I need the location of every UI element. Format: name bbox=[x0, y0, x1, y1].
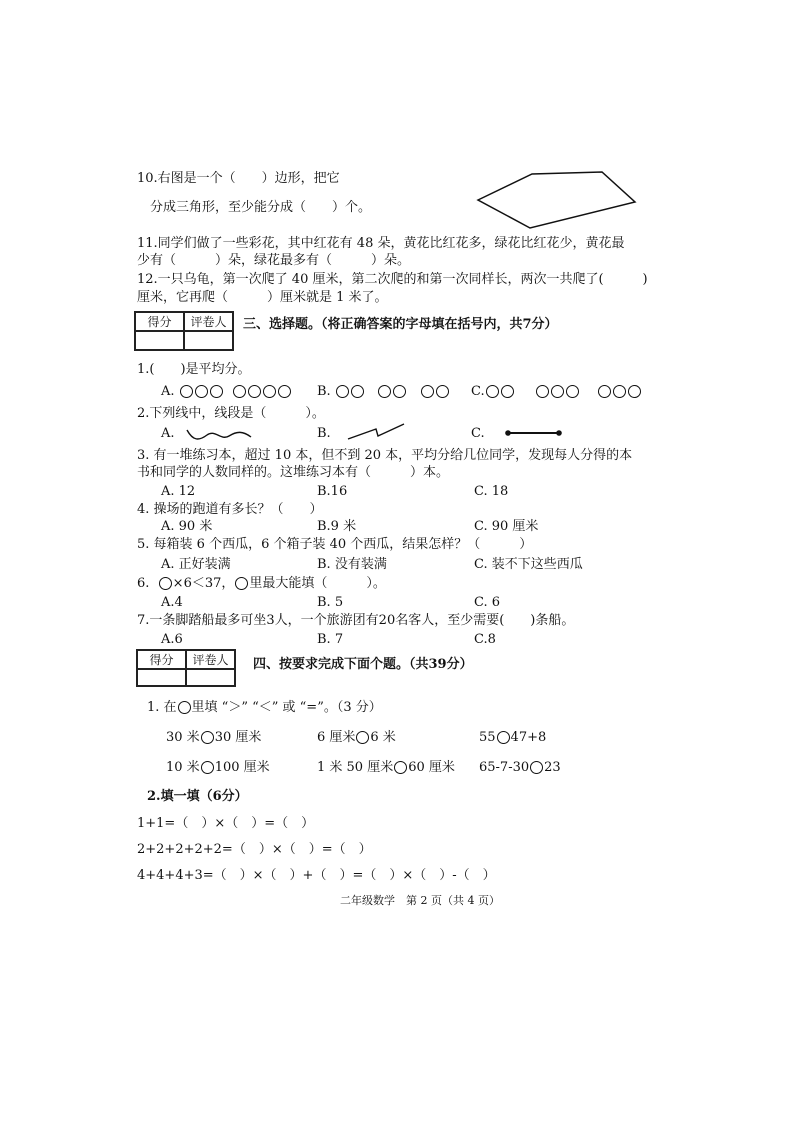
q12-line1: 12.一只乌龟，第一次爬了 40 厘米，第二次爬的和第一次同样长，两次一共爬了( ) bbox=[137, 272, 648, 287]
circle-icon bbox=[159, 577, 172, 590]
grader-label: 评卷人 bbox=[184, 312, 233, 331]
s3-q5-option-b: B. 没有装满 bbox=[317, 557, 387, 572]
compare-item: 55 47+8 bbox=[479, 730, 547, 745]
score-box-section4 bbox=[136, 649, 236, 687]
wavy-line-icon bbox=[185, 427, 255, 443]
s3-q4-stem: 4. 操场的跑道有多长？（ ） bbox=[137, 502, 323, 517]
circle-icon bbox=[235, 577, 248, 590]
s3-q7-stem: 7.一条脚踏船最多可坐3人，一个旅游团有20名客人，至少需要( )条船。 bbox=[137, 613, 575, 628]
section3-title: 三、选择题。（将正确答案的字母填在括号内，共7分） bbox=[243, 317, 558, 332]
grader-label: 评卷人 bbox=[186, 650, 235, 669]
compare-circle[interactable] bbox=[356, 731, 369, 744]
compare-item: 1 米 50 厘米 60 厘米 bbox=[317, 760, 455, 775]
grader-cell[interactable] bbox=[184, 331, 233, 350]
score-cell[interactable] bbox=[135, 331, 184, 350]
s3-q1-option-c: C. bbox=[471, 384, 642, 399]
s3-q7-option-a: A.6 bbox=[161, 632, 183, 647]
score-label: 得分 bbox=[137, 650, 186, 669]
q12-line2: 厘米，它再爬（ ）厘米就是 1 米了。 bbox=[137, 290, 388, 305]
fill-line-2: 2+2+2+2+2=（ ）×（ ）=（ ） bbox=[137, 842, 372, 857]
s3-q6-stem: 6. ×6＜37， 里最大能填（ ）。 bbox=[137, 576, 386, 591]
s3-q4-option-b: B.9 米 bbox=[317, 519, 357, 534]
s4-q2-stem: 2.填一填（6分） bbox=[147, 789, 248, 804]
s3-q1-option-a: A. bbox=[161, 384, 292, 399]
compare-circle[interactable] bbox=[201, 761, 214, 774]
s4-q1-stem: 1. 在 里填 “＞” “＜” 或 “=”。（3 分） bbox=[147, 700, 382, 715]
compare-circle[interactable] bbox=[201, 731, 214, 744]
s3-q2-option-a-label: A. bbox=[161, 426, 175, 441]
compare-item: 30 米 30 厘米 bbox=[166, 730, 262, 745]
s3-q5-option-a: A. 正好装满 bbox=[161, 557, 231, 572]
compare-item: 10 米 100 厘米 bbox=[166, 760, 270, 775]
s3-q7-option-b: B. 7 bbox=[317, 632, 344, 647]
s3-q3-option-a: A. 12 bbox=[161, 484, 196, 499]
s3-q1-option-b: B. bbox=[317, 384, 450, 399]
compare-item: 6 厘米 6 米 bbox=[317, 730, 396, 745]
page-footer: 二年级数学 第 2 页（共 4 页） bbox=[340, 894, 500, 907]
s3-q3-line2: 书和同学的人数同样的。这堆练习本有（ ）本。 bbox=[137, 465, 450, 480]
q10-line1: 10.右图是一个（ ）边形，把它 bbox=[137, 171, 340, 186]
fill-line-1: 1+1=（ ）×（ ）=（ ） bbox=[137, 816, 315, 831]
s3-q2-option-b-label: B. bbox=[317, 426, 331, 441]
section4-title: 四、按要求完成下面个题。（共39分） bbox=[253, 657, 473, 672]
fill-line-3: 4+4+4+3=（ ）×（ ）+（ ）=（ ）×（ ）-（ ） bbox=[137, 868, 496, 883]
line-segment-icon bbox=[505, 428, 565, 438]
s3-q3-option-c: C. 18 bbox=[474, 484, 509, 499]
pentagon-figure bbox=[477, 171, 637, 231]
s3-q6-option-c: C. 6 bbox=[474, 595, 501, 610]
s3-q1-stem: 1.( )是平均分。 bbox=[137, 362, 251, 377]
score-box-section3 bbox=[134, 311, 234, 351]
compare-circle[interactable] bbox=[497, 731, 510, 744]
circle-icon bbox=[178, 701, 191, 714]
s3-q4-option-c: C. 90 厘米 bbox=[474, 519, 539, 534]
s3-q4-option-a: A. 90 米 bbox=[161, 519, 213, 534]
s3-q3-option-b: B.16 bbox=[317, 484, 348, 499]
q11-line1: 11.同学们做了一些彩花，其中红花有 48 朵，黄花比红花多，绿花比红花少，黄花最 bbox=[137, 236, 625, 251]
s3-q2-option-c-label: C. bbox=[471, 426, 485, 441]
grader-cell[interactable] bbox=[186, 669, 235, 686]
broken-line-icon bbox=[346, 422, 408, 442]
s3-q6-option-a: A.4 bbox=[161, 595, 183, 610]
s3-q5-option-c: C. 装不下这些西瓜 bbox=[474, 557, 583, 572]
q10-line2: 分成三角形，至少能分成（ ）个。 bbox=[150, 200, 372, 215]
s3-q3-line1: 3. 有一堆练习本，超过 10 本，但不到 20 本，平均分给几位同学，发现每人分得的本 bbox=[137, 448, 633, 463]
s3-q6-option-b: B. 5 bbox=[317, 595, 344, 610]
s3-q5-stem: 5. 每箱装 6 个西瓜，6 个箱子装 40 个西瓜，结果怎样？（ ） bbox=[137, 537, 533, 552]
compare-item: 65-7-30 23 bbox=[479, 760, 561, 775]
q11-line2: 少有（ ）朵，绿花最多有（ ）朵。 bbox=[137, 253, 411, 268]
s3-q7-option-c: C.8 bbox=[474, 632, 496, 647]
compare-circle[interactable] bbox=[530, 761, 543, 774]
s3-q2-stem: 2.下列线中，线段是（ ）。 bbox=[137, 406, 325, 421]
compare-circle[interactable] bbox=[394, 761, 407, 774]
score-cell[interactable] bbox=[137, 669, 186, 686]
score-label: 得分 bbox=[135, 312, 184, 331]
